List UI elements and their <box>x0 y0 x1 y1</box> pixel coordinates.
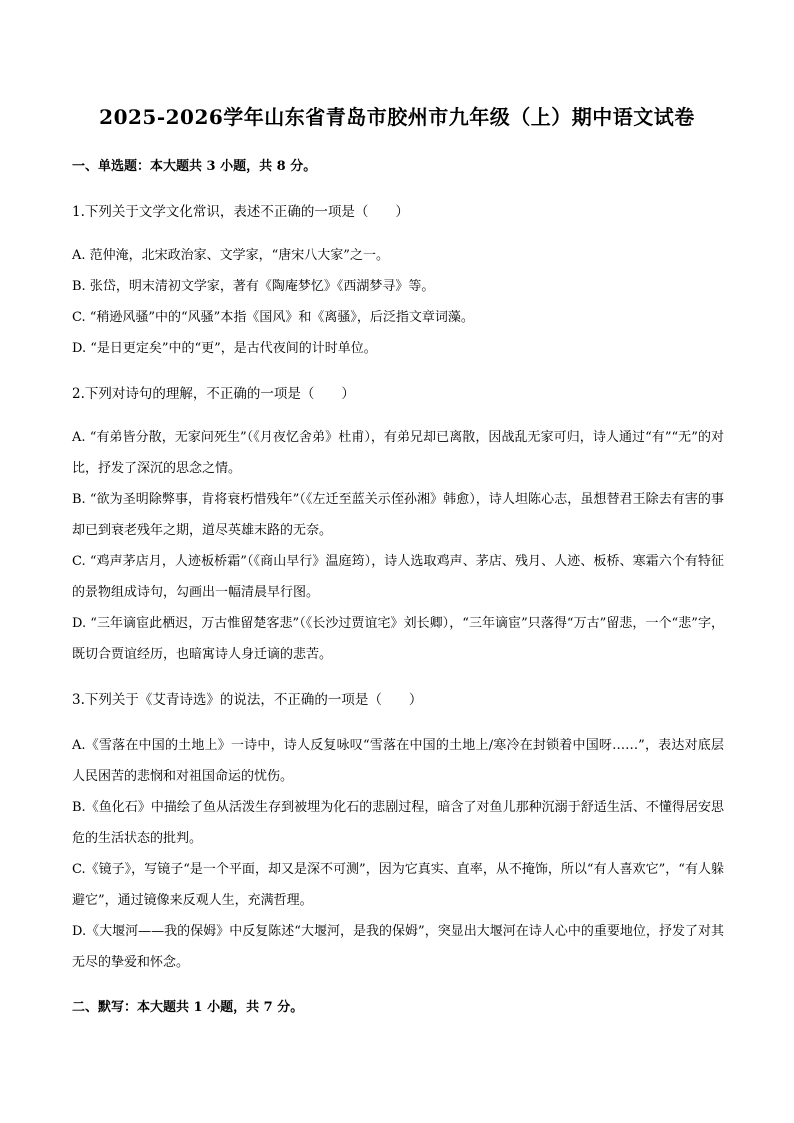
question-3-option-b: B.《鱼化石》中描绘了鱼从活泼生存到被埋为化石的悲剧过程，暗含了对鱼儿那种沉溺于舒适生活、不懂得居安思危的生活状态的批判。 <box>72 800 724 846</box>
question-1-option-a: A. 范仲淹，北宋政治家、文学家，“唐宋八大家”之一。 <box>72 248 389 263</box>
question-3-option-d: D.《大堰河——我的保姆》中反复陈述“大堰河，是我的保姆”，突显出大堰河在诗人心中的重要地位，抒发了对其无尽的挚爱和怀念。 <box>72 924 724 970</box>
exam-title: 2025-2026学年山东省青岛市胶州市九年级（上）期中语文试卷 <box>99 105 695 129</box>
section-heading-single-choice: 一、单选题：本大题共 3 小题，共 8 分。 <box>72 159 317 174</box>
question-3-option-c: C.《镜子》，写镜子“是一个平面，却又是深不可测”，因为它真实、直率，从不掩饰，所以“有人喜欢它”，“有人躲避它”，通过镜像来反观人生，充满哲理。 <box>72 862 724 908</box>
section-heading-dictation: 二、默写：本大题共 1 小题，共 7 分。 <box>72 1000 304 1015</box>
question-2-option-d: D. “三年谪宦此栖迟，万古惟留楚客悲”（《长沙过贾谊宅》刘长卿），“三年谪宦”只落得“万古”留悲，一个“悲”字，既切合贾谊经历，也暗寓诗人身迁谪的悲苦。 <box>72 616 724 662</box>
question-2-option-a: A. “有弟皆分散，无家问死生”（《月夜忆舍弟》杜甫），有弟兄却已离散，因战乱无家可归，诗人通过“有”“无”的对比，抒发了深沉的思念之情。 <box>72 430 724 476</box>
question-2-option-c: C. “鸡声茅店月，人迹板桥霜”（《商山早行》温庭筠），诗人选取鸡声、茅店、残月、人迹、板桥、寒霜六个有特征的景物组成诗句，勾画出一幅清晨早行图。 <box>72 554 724 600</box>
question-1-option-b: B. 张岱，明末清初文学家，著有《陶庵梦忆》《西湖梦寻》等。 <box>72 279 435 294</box>
question-2-option-b: B. “欲为圣明除弊事，肯将衰朽惜残年”（《左迁至蓝关示侄孙湘》韩愈），诗人坦陈心志，虽想替君王除去有害的事却已到衰老残年之期，道尽英雄末路的无奈。 <box>72 492 724 538</box>
question-1-option-d: D. “是日更定矣”中的“更”，是古代夜间的计时单位。 <box>72 341 377 356</box>
question-2-stem: 2.下列对诗句的理解，不正确的一项是（ ） <box>72 386 355 402</box>
question-3-option-a: A.《雪落在中国的土地上》一诗中，诗人反复咏叹“雪落在中国的土地上/寒冷在封锁着中国呀……”，表达对底层人民困苦的悲悯和对祖国命运的忧伤。 <box>72 738 724 784</box>
question-1-option-c: C. “稍逊风骚”中的“风骚”本指《国风》和《离骚》，后泛指文章词藻。 <box>72 310 474 325</box>
question-3-stem: 3.下列关于《艾青诗选》的说法，不正确的一项是（ ） <box>72 692 423 708</box>
question-1-stem: 1.下列关于文学文化常识，表述不正确的一项是（ ） <box>72 204 409 220</box>
